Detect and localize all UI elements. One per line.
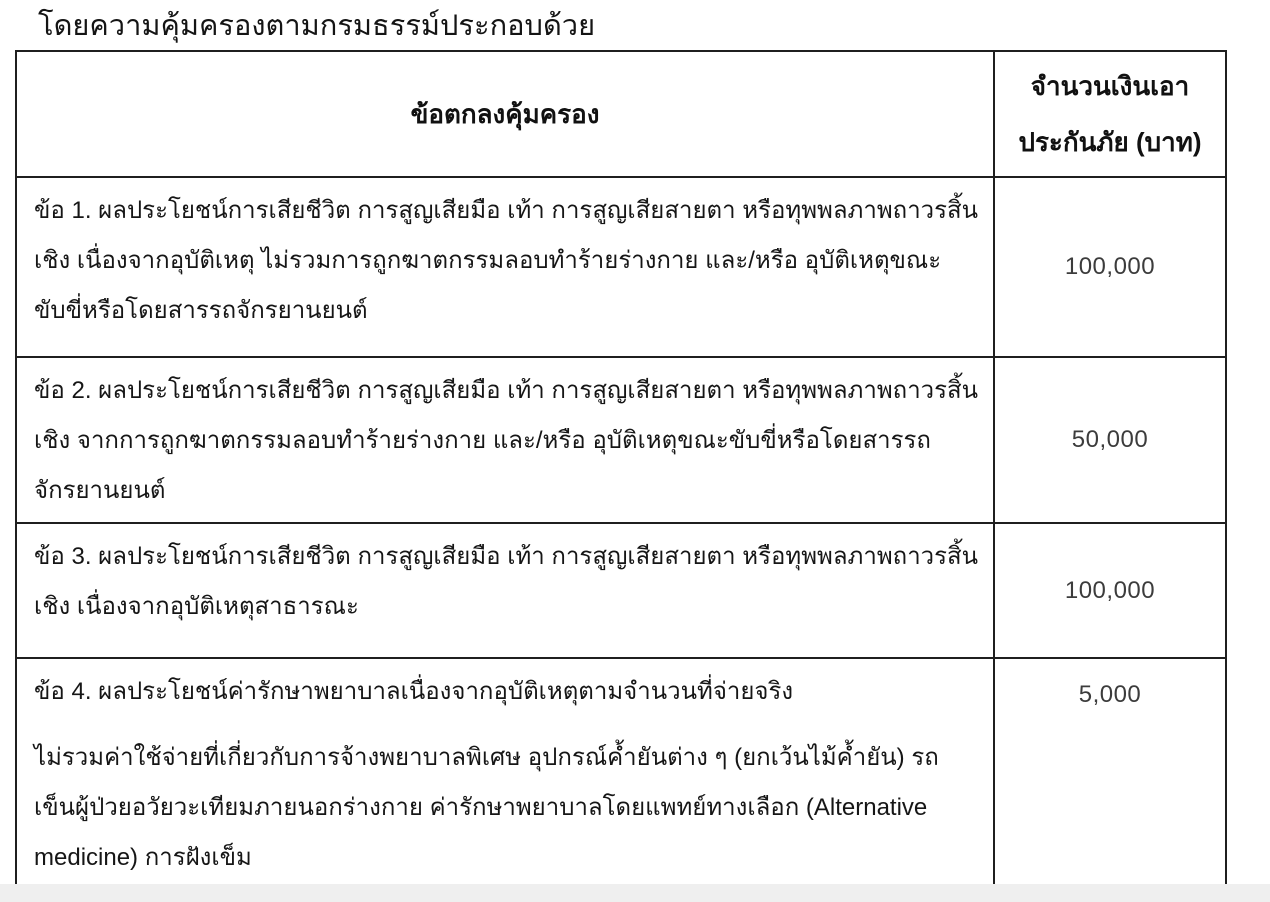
row-4-coverage-text: ข้อ 4. ผลประโยชน์ค่ารักษาพยาบาลเนื่องจากอุบัติเหตุตามจำนวนที่จ่ายจริง xyxy=(34,678,794,705)
row-2-coverage-text: ข้อ 2. ผลประโยชน์การเสียชีวิต การสูญเสียมือ เท้า การสูญเสียสายตา หรือทุพพลภาพถาวรสิ้นเชิง จากการถูกฆาตกรรมลอบทำร้ายร่างกาย และ/หรือ อุบัติเหตุขณะขับขี่หรือโดยสารรถจักรยานยนต์ xyxy=(16,357,994,523)
header-sum-insured-line2: ประกันภัย (บาท) xyxy=(1018,127,1202,157)
row-4-exclusion-note: ไม่รวมค่าใช้จ่ายที่เกี่ยวกับการจ้างพยาบาลพิเศษ อุปกรณ์ค้ำยันต่าง ๆ (ยกเว้นไม้ค้ำยัน) รถเข็นผู้ป่วยอวัยวะเทียมภายนอกร่างกาย ค่ารักษาพยาบาลโดยแพทย์ทางเลือก (Alternative medicine) การฝังเข็ม xyxy=(34,744,939,871)
table-row xyxy=(16,177,1226,357)
header-sum-insured xyxy=(994,51,1226,177)
table-row xyxy=(16,357,1226,523)
row-1-amount: 100,000 xyxy=(994,177,1226,357)
header-coverage-agreement: ข้อตกลงคุ้มครอง xyxy=(16,51,994,177)
coverage-table xyxy=(15,50,1227,902)
row-3-amount: 100,000 xyxy=(994,523,1226,658)
row-4-amount: 5,000 xyxy=(994,658,1226,902)
document-title: โดยความคุ้มครองตามกรมธรรม์ประกอบด้วย xyxy=(38,10,596,42)
table-row xyxy=(16,523,1226,658)
row-1-coverage-text: ข้อ 1. ผลประโยชน์การเสียชีวิต การสูญเสียมือ เท้า การสูญเสียสายตา หรือทุพพลภาพถาวรสิ้นเชิง เนื่องจากอุบัติเหตุ ไม่รวมการถูกฆาตกรรมลอบทำร้ายร่างกาย และ/หรือ อุบัติเหตุขณะขับขี่หรือโดยสารรถจักรยานยนต์ xyxy=(16,177,994,357)
header-sum-insured-line1: จำนวนเงินเอา xyxy=(1030,71,1190,101)
page-bottom-strip xyxy=(0,884,1270,902)
row-3-coverage-text: ข้อ 3. ผลประโยชน์การเสียชีวิต การสูญเสียมือ เท้า การสูญเสียสายตา หรือทุพพลภาพถาวรสิ้นเชิง เนื่องจากอุบัติเหตุสาธารณะ xyxy=(16,523,994,658)
row-4-coverage-cell xyxy=(16,658,994,902)
row-2-amount: 50,000 xyxy=(994,357,1226,523)
table-row xyxy=(16,658,1226,902)
table-header-row xyxy=(16,51,1226,177)
